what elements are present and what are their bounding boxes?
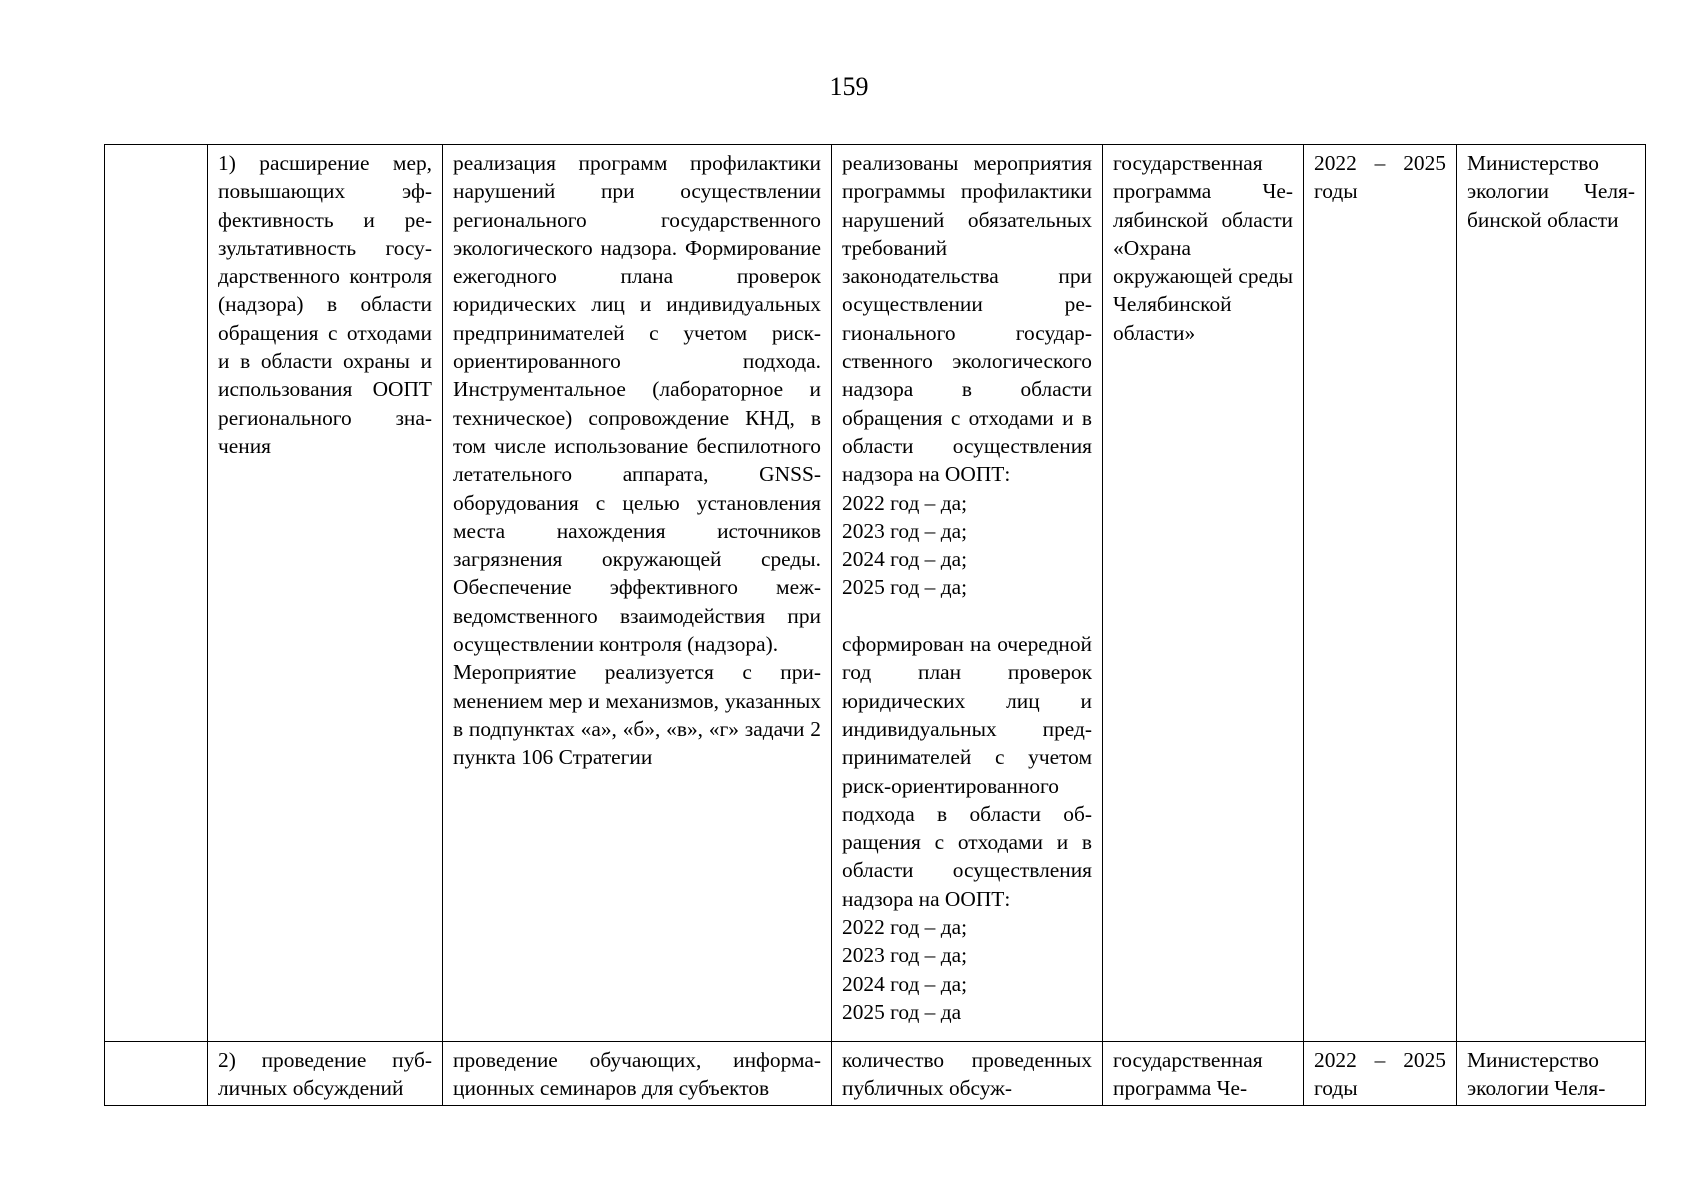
activity-cell [443,145,832,1042]
responsible-cell: Министерство экологии Челя- [1457,1042,1646,1106]
result-year-value: 2024 год – да; [842,547,968,572]
result-year-value: 2023 год – да; [842,518,968,543]
result-year-value: 2022 год – да; [842,915,968,940]
table-row [105,145,1646,1042]
measures-table [104,144,1646,1106]
measure-cell: 1) расширение мер, повышающих эффективность и результативность государственного контроля (надзора) в области обращения с отходами и в области охраны и использования ООПТ регионального значения [208,145,443,1042]
activity-paragraph: Мероприятие реализуется с применением мер и механизмов, указанных в подпунктах «а», «б», «в», «г» задачи 2 пункта 106 Стратегии [453,660,821,770]
program-cell: государственная программа Че- [1103,1042,1304,1106]
period-cell: 2022 – 2025 годы [1304,145,1457,1042]
result-indicator: реализованы мероприятия программы профилактики нарушений обязательных требований законодательства при осуществлении регионального государственного экологического надзора в области обращения с отходами и в области осуществления надзора на ООПТ: [842,151,1092,487]
result-indicator: сформирован на очередной год план проверок юридических лиц и индивидуальных предпринимателей с учетом риск-ориентированного подхода в области обращения с отходами и в области осуществления надзора на ООПТ: [842,632,1092,911]
measure-cell: 2) проведение публичных обсуждений [208,1042,443,1106]
result-cell [832,145,1103,1042]
result-year-value: 2022 год – да; [842,490,968,515]
period-cell: 2022 – 2025 годы [1304,1042,1457,1106]
result-year-value: 2024 год – да; [842,971,968,996]
activity-paragraph: реализация программ профилактики нарушений при осуществлении регионального государственного экологического надзора. Формирование ежегодного плана проверок юридических лиц и индивидуальных предпринимателей с учетом риск-ориентированного подхода. Инструментальное (лабораторное и техническое) сопровождение КНД, в том числе использование беспилотного летательного аппарата, GNSS-оборудования с целью установления места нахождения источников загрязнения окружающей среды. Обеспечение эффективного межведомственного взаимодействия при осуществлении контроля (надзора). [453,151,821,657]
row-number-cell [105,1042,208,1106]
paragraph-gap [842,602,1092,630]
program-cell: государственная программа Челябинской области «Охрана окружающей среды Челябинской области» [1103,145,1304,1042]
table-row [105,1042,1646,1106]
result-year-value: 2023 год – да; [842,943,968,968]
page-number: 159 [829,72,869,101]
row-number-cell [105,145,208,1042]
responsible-cell: Министерство экологии Челябинской области [1457,145,1646,1042]
activity-cell: проведение обучающих, информационных семинаров для субъектов [443,1042,832,1106]
result-year-value: 2025 год – да; [842,575,968,600]
result-year-value: 2025 год – да [842,999,962,1024]
result-cell: количество проведенных публичных обсуж- [832,1042,1103,1106]
